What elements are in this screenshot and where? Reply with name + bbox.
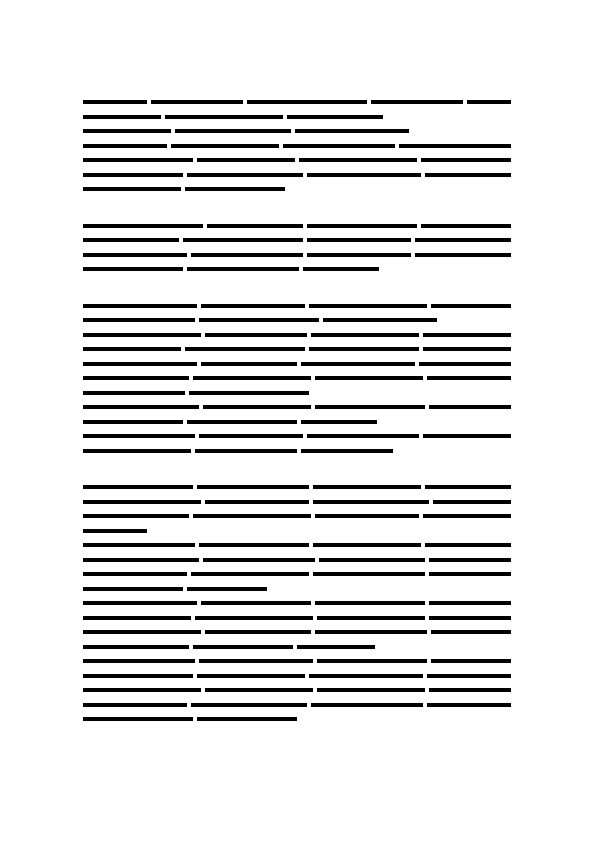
text-line — [81, 263, 513, 278]
text-line — [81, 358, 513, 373]
text-line — [81, 525, 513, 540]
text-line — [81, 169, 513, 184]
text-line — [81, 684, 513, 699]
text-line — [81, 430, 513, 445]
text-line — [81, 597, 513, 612]
text-line — [81, 372, 513, 387]
text-line — [81, 387, 513, 402]
text-line — [81, 314, 513, 329]
text-line — [81, 539, 513, 554]
text-line — [81, 670, 513, 685]
text-line — [81, 612, 513, 627]
text-line — [81, 445, 513, 460]
text-line — [81, 111, 513, 126]
text-line — [81, 401, 513, 416]
text-line — [81, 343, 513, 358]
text-line — [81, 699, 513, 714]
text-line — [81, 220, 513, 235]
text-line — [81, 626, 513, 641]
text-line — [81, 510, 513, 525]
document-body — [81, 96, 513, 728]
text-line — [81, 554, 513, 569]
text-line — [81, 583, 513, 598]
paragraph — [81, 481, 513, 728]
paragraph — [81, 220, 513, 278]
text-line — [81, 655, 513, 670]
paragraph — [81, 96, 513, 198]
text-line — [81, 416, 513, 431]
text-line — [81, 234, 513, 249]
text-line — [81, 125, 513, 140]
text-line — [81, 249, 513, 264]
paragraph — [81, 300, 513, 460]
text-line — [81, 140, 513, 155]
text-line — [81, 329, 513, 344]
text-line — [81, 183, 513, 198]
text-line — [81, 96, 513, 111]
text-line — [81, 481, 513, 496]
text-line — [81, 713, 513, 728]
text-line — [81, 568, 513, 583]
text-line — [81, 154, 513, 169]
text-line — [81, 300, 513, 315]
text-line — [81, 496, 513, 511]
text-line — [81, 641, 513, 656]
